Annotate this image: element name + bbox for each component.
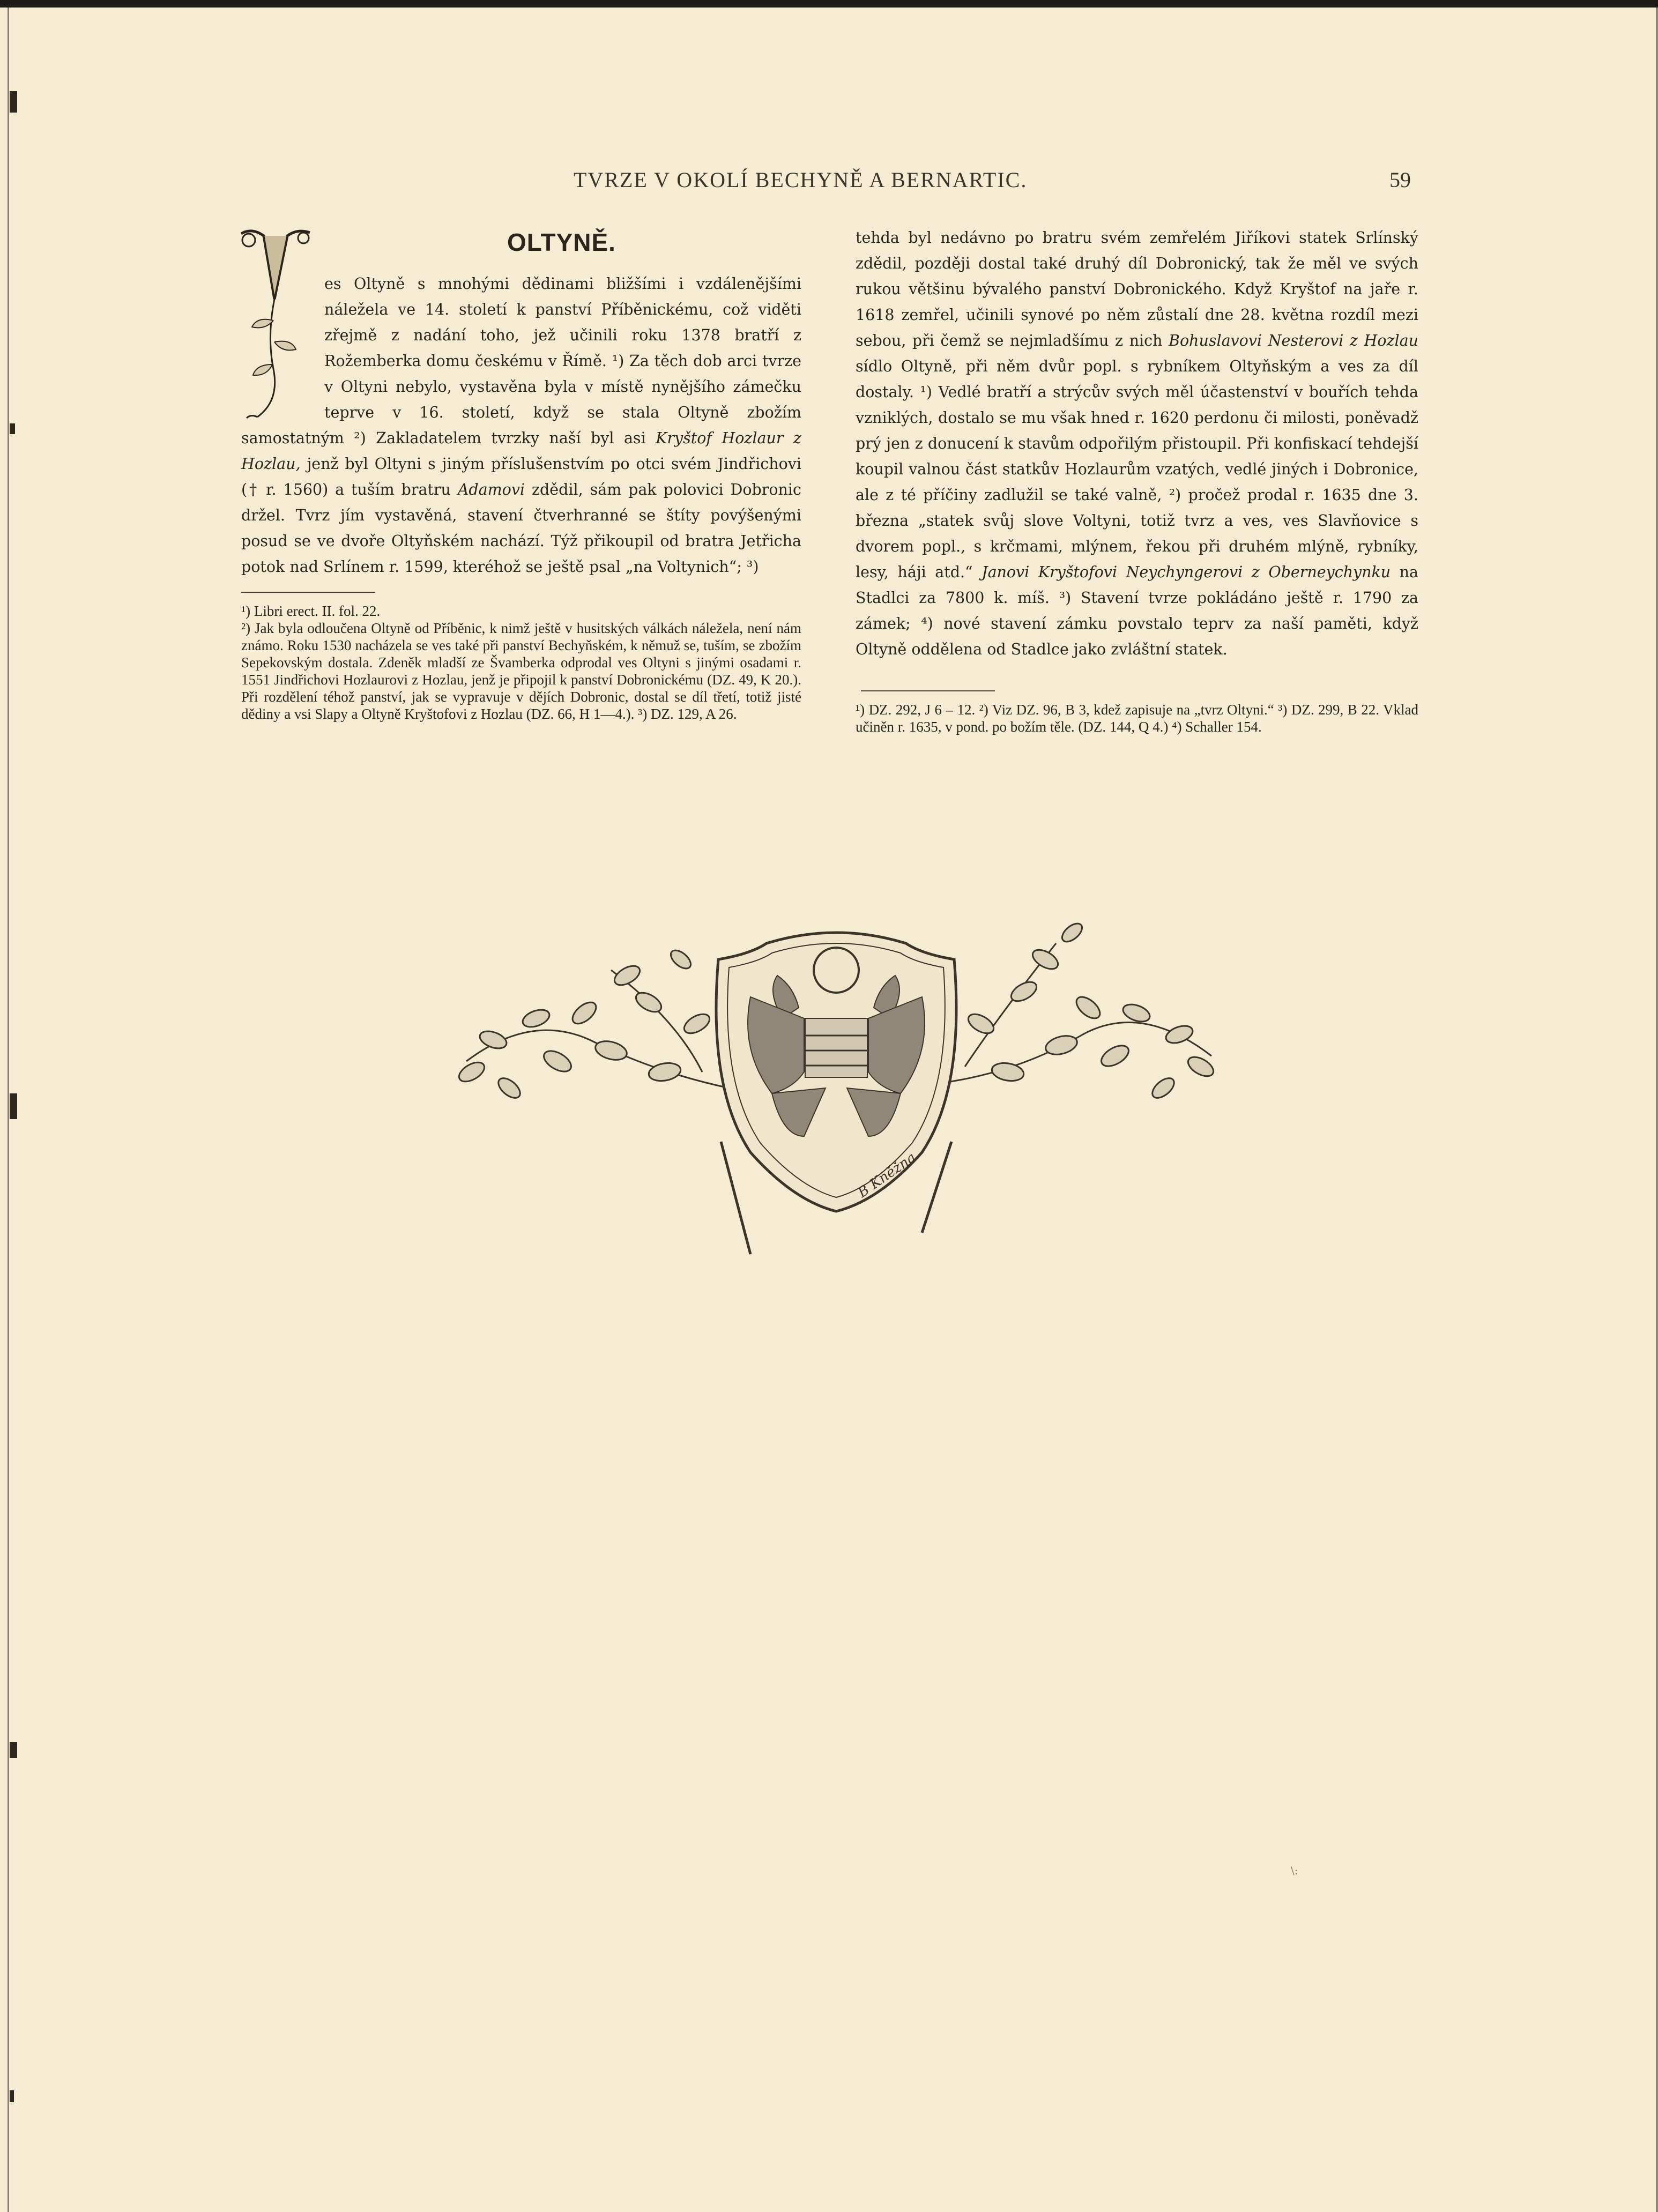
binding-mark xyxy=(10,423,15,434)
text-run: Vedlé bratří a strýcův svých měl účastenství v bouřích tehda vzniklých, dostalo se mu však hned r. 1620 perdonu či milosti, poněvadž prý jen z donucení k stavům odpořilým přistoupil. Při konfiskací tehdejší koupil valnou část statkův Hozlaurům vzatých, vedlé jiných i Dobronice, ale z té příčiny zadlužil se také valně, xyxy=(856,383,1418,504)
footnote-ref: ²) xyxy=(1169,486,1181,504)
right-branch xyxy=(943,920,1217,1102)
text-run: pročež prodal r. 1635 dne 3. března „statek svůj slove Voltyni, totiž tvrz a ves, ves Slavňovice s dvorem popl., s krčmami, mlýnem, řekou při druhém mlýně, rybníky, lesy, háji atd.“ xyxy=(856,486,1418,581)
footnote-ref: ¹) xyxy=(612,352,624,370)
left-column xyxy=(241,225,801,723)
person-name: Kryštof Hozlaur z Hozlau, xyxy=(241,429,801,473)
right-column xyxy=(856,225,1418,735)
text-run: na Stadlci za 7800 k. míš. xyxy=(856,563,1418,607)
text-run: es Oltyně s mnohými dědinami bližšími i vzdálenějšími náležela ve 14. století k panství Příběnickému, což viděti zřejmě z nadání toho, jež učinili roku 1378 bratří z Rožemberka domu českému v Římě. xyxy=(324,275,801,370)
running-head: TVRZE V OKOLÍ BECHYNĚ A BERNARTIC. xyxy=(574,168,1028,192)
left-paragraph xyxy=(241,271,801,580)
footnote: ¹) DZ. 292, J 6 – 12. ²) Viz DZ. 96, B 3, kdež zapisuje na „tvrz Oltyni.“ ³) DZ. 299, B 22. Vklad učiněn r. 1635, v pond. po božím těle. (DZ. 144, Q 4.) ⁴) Schaller 154. xyxy=(856,702,1418,735)
article-heading: OLTYNĚ. xyxy=(507,228,616,256)
footnote-ref: ²) xyxy=(354,429,366,447)
right-paragraph xyxy=(856,225,1418,662)
text-run: jenž byl Oltyni s jiným příslušenstvím po otci svém Jindřichovi († r. 1560) a tuším bratru xyxy=(241,455,801,498)
page-left-edge xyxy=(8,8,9,2212)
footnote-ref: ⁴) xyxy=(921,615,933,632)
coat-of-arms-icon xyxy=(450,911,1222,1265)
text-run: Za těch dob arci tvrze v Oltyni nebylo, vystavěna byla v místě nynějšího zámečku teprve v 16. století, když se stala Oltyně zbožím samostatným xyxy=(241,352,801,447)
text-run: sídlo Oltyně, při něm dvůr popl. s rybníkem Oltyňským a ves za díl dostaly. xyxy=(856,358,1418,401)
footnote-ref: ³) xyxy=(746,558,759,576)
footnote: ²) Jak byla odloučena Oltyně od Příběnic, k nimž ještě v husitských válkách náležela, není nám známo. Roku 1530 nacházela se ves také při panství Bechyňském, k němuž se, tuším, se zbožím Sepekovským dostala. Zdeněk mladší ze Švamberka odprodal ves Oltyni s jinými osadami r. 1551 Jindřichovi Hozlaurovi z Hozlau, jenž je připojil k panství Dobronickému (DZ. 49, K 20.). Při rozdělení téhož panství, jak se vypravuje v dějích Dobronic, dostal se díl třetí, totiž jisté dědiny a vsi Slapy a Oltyně Kryštofovi z Hozlau (DZ. 66, H 1—4.). ³) DZ. 129, A 26. xyxy=(241,620,801,722)
person-name: Adamovi xyxy=(457,481,525,498)
engraver-signature: B Kněžna xyxy=(854,1149,919,1201)
footnote-ref: ³) xyxy=(1059,589,1072,607)
text-run: nové stavení zámku povstalo teprv za naší paměti, když Oltyně oddělena od Stadlce jako zvláštní statek. xyxy=(856,615,1418,658)
text-run: Zakladatelem tvrzky naší byl asi xyxy=(366,429,656,447)
speck-mark: \: xyxy=(1291,1864,1298,1877)
text-run: zdědil, sám pak polovici Dobronic držel. Tvrz jím vystavěná, stavení čtverhranné se štíty povýšenými posud se ve dvoře Oltyňském nachází. Týž přikoupil od bratra Jetřicha potok nad Srlínem r. 1599, kteréhož se ještě psal „na Voltynich“; xyxy=(241,481,801,576)
person-name: Janovi Kryštofovi Neychyngerovi z Oberneychynku xyxy=(982,563,1391,581)
page-right-edge xyxy=(1656,8,1658,2212)
left-branch xyxy=(456,947,729,1102)
page-number: 59 xyxy=(1389,168,1411,192)
left-footnotes xyxy=(241,602,801,723)
footnote-rule xyxy=(861,690,995,691)
decorated-initial-v-icon xyxy=(236,224,314,422)
text-run: Stavení tvrze pokládáno ještě r. 1790 za zámek; xyxy=(856,589,1418,632)
binding-mark xyxy=(10,91,17,113)
binding-mark xyxy=(10,2090,14,2102)
footnote-rule xyxy=(241,592,375,593)
person-name: Bohuslavovi Nesterovi z Hozlau xyxy=(1169,332,1418,349)
text-run: tehda byl nedávno po bratru svém zemřelém Jiříkovi statek Srlínský zdědil, později dostal také druhý díl Dobronický, tak že měl ve svých rukou většinu bývalého panství Dobronického. Když Kryštof na jaře r. 1618 zemřel, učinili synové po něm zůstalí dne 28. května rozdíl mezi sebou, při čemž se nejmladšímu z nich xyxy=(856,229,1418,349)
binding-mark xyxy=(10,1742,17,1758)
page-top-edge xyxy=(0,0,1658,8)
footnote: ¹) Libri erect. II. fol. 22. xyxy=(241,603,381,619)
right-footnotes xyxy=(856,701,1418,735)
footnote-ref: ¹) xyxy=(920,383,932,401)
binding-mark xyxy=(10,1093,17,1119)
